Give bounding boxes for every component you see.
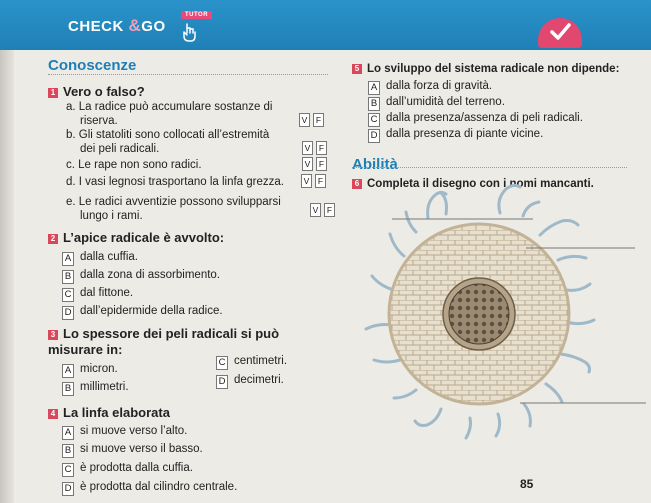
false-box[interactable]: F <box>316 157 327 171</box>
question-1-title: 1 Vero o falso? <box>48 84 145 99</box>
q5-option-a[interactable]: A dalla forza di gravità. <box>368 80 492 95</box>
q4-option-b[interactable]: B si muove verso il basso. <box>62 443 203 458</box>
false-box[interactable]: F <box>316 141 327 155</box>
q1-item-a-line1: a. La radice può accumulare sostanze di <box>66 101 273 113</box>
question-4-title: 4 La linfa elaborata <box>48 405 170 420</box>
q1-item-b-line1: b. Gli statoliti sono collocati all’estremità <box>66 129 270 141</box>
q1-item-c: c. Le rape non sono radici. <box>66 159 202 171</box>
q3-option-d[interactable]: D decimetri. <box>216 374 284 389</box>
q5-option-b[interactable]: B dall’umidità del terreno. <box>368 96 505 111</box>
q3-option-c[interactable]: C centimetri. <box>216 355 287 370</box>
false-box[interactable]: F <box>313 113 324 127</box>
q4-option-d[interactable]: D è prodotta dal cilindro centrale. <box>62 481 237 496</box>
q1-item-e-line1: e. Le radici avventizie possono svilupparsi <box>66 196 281 208</box>
q2-option-b[interactable]: B dalla zona di assorbimento. <box>62 269 220 284</box>
q1-item-d: d. I vasi legnosi trasportano la linfa grezza. <box>66 176 284 188</box>
question-2-title: 2 L’apice radicale è avvolto: <box>48 230 224 245</box>
question-6-title: 6 Completa il disegno con i nomi mancanti. <box>352 178 594 190</box>
false-box[interactable]: F <box>315 174 326 188</box>
question-3-title-line1: 3 Lo spessore dei peli radicali si può <box>48 326 279 341</box>
q1-item-b-line2: dei peli radicali. <box>80 143 160 155</box>
q3-option-a[interactable]: A micron. <box>62 363 118 378</box>
q4-option-a[interactable]: A si muove verso l’alto. <box>62 425 187 440</box>
q2-option-a[interactable]: A dalla cuffia. <box>62 251 138 266</box>
false-box[interactable]: F <box>324 203 335 217</box>
q1-item-a-line2: riserva. <box>80 115 118 127</box>
section-title-abilita: Abilità <box>352 156 398 173</box>
section-title-conoscenze: Conoscenze <box>48 57 137 74</box>
true-box[interactable]: V <box>301 174 312 188</box>
q2-option-d[interactable]: D dall’epidermide della radice. <box>62 305 223 320</box>
q2-option-c[interactable]: C dal fittone. <box>62 287 133 302</box>
true-box[interactable]: V <box>310 203 321 217</box>
q5-option-d[interactable]: D dalla presenza di piante vicine. <box>368 128 543 143</box>
true-box[interactable]: V <box>299 113 310 127</box>
brand-logo: CHECK &GO <box>68 16 166 35</box>
true-box[interactable]: V <box>302 157 313 171</box>
q1-item-e-line2: lungo i rami. <box>80 210 143 222</box>
q3-option-b[interactable]: B millimetri. <box>62 381 129 396</box>
true-box[interactable]: V <box>302 141 313 155</box>
question-5-title: 5 Lo sviluppo del sistema radicale non dipende: <box>352 63 619 75</box>
q4-option-c[interactable]: C è prodotta dalla cuffia. <box>62 462 193 477</box>
page-number: 85 <box>520 477 534 491</box>
tutor-badge[interactable]: TUTOR <box>181 11 212 19</box>
question-3-title-line2: misurare in: <box>48 342 123 357</box>
q5-option-c[interactable]: C dalla presenza/assenza di peli radicali. <box>368 112 583 127</box>
